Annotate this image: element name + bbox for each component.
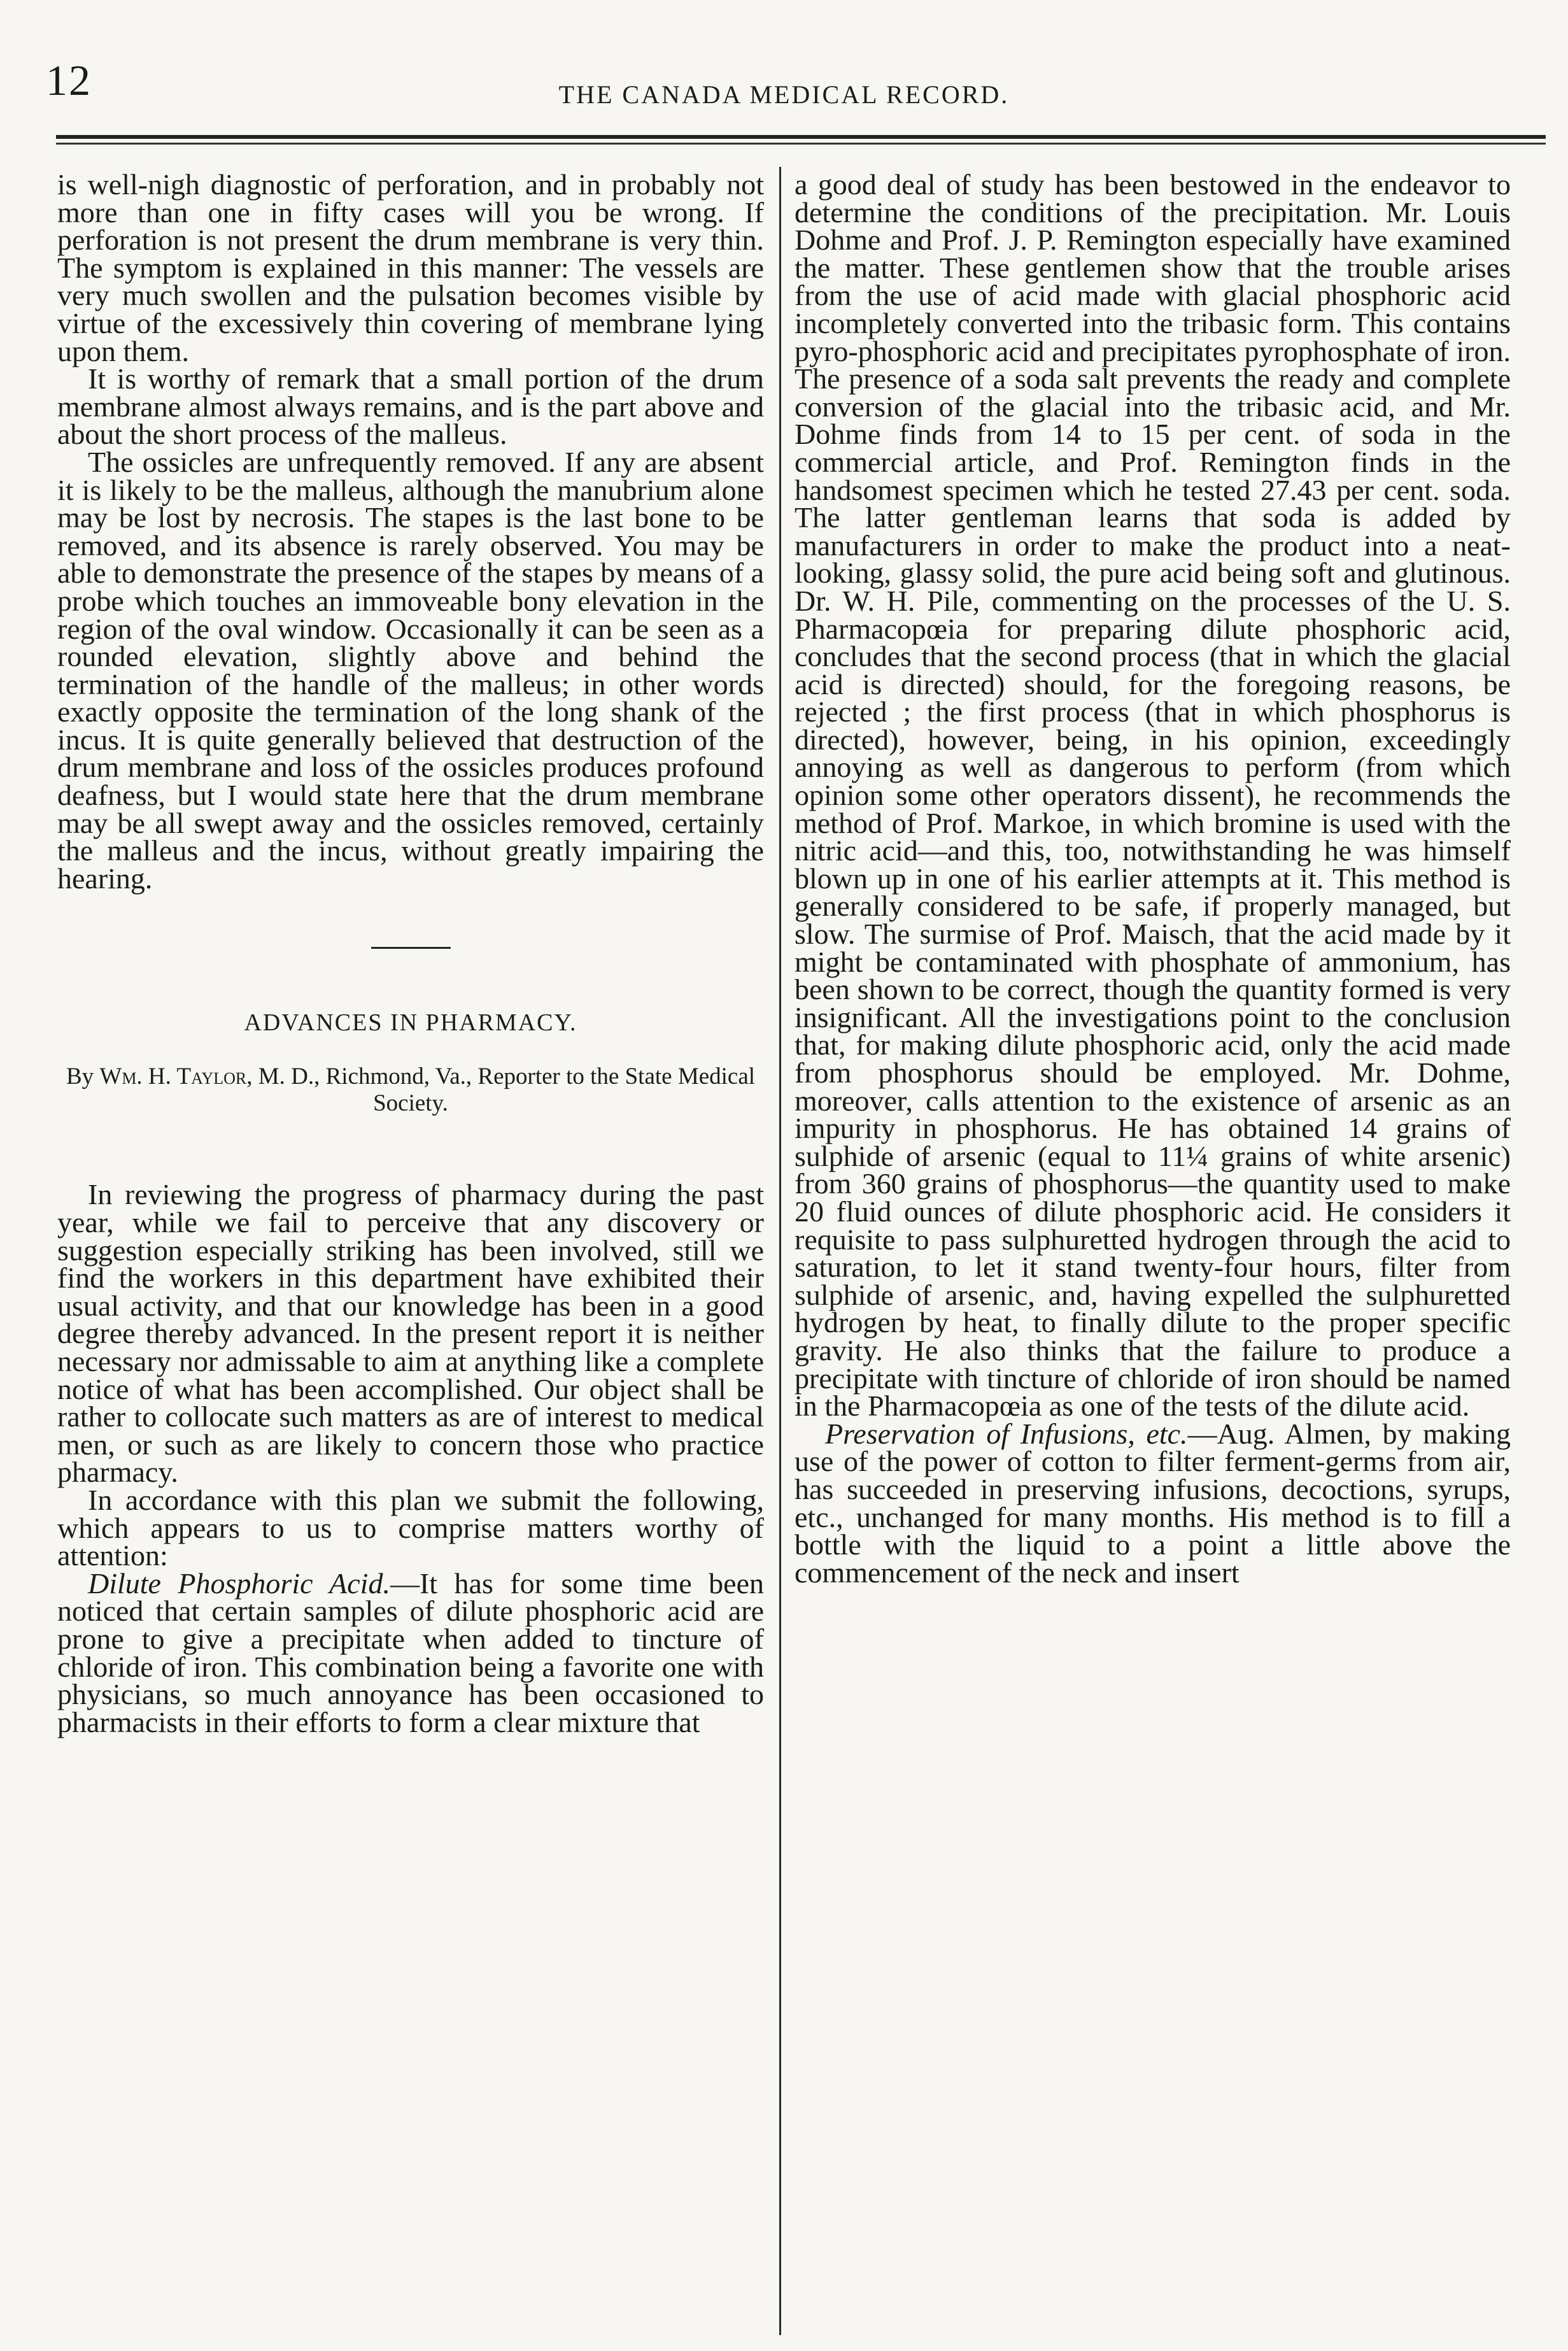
- paragraph-review-intro: In reviewing the progress of pharmacy during the past year, while we fail to perceive that any discovery or suggestion especially striking has been involved, still we find the workers in this department have exhibited their usual activity, and that our knowledge has been in a good degree thereby advanced. In the present report it is neither necessary nor admissable to aim at anything like a complete notice of what has been accomplished. Our object shall be rather to collocate such matters as are of interest to medical men, or such as are likely to concern those who practice pharmacy.: [57, 1178, 764, 1489]
- section-body-dilute-phosphoric-acid: —It has for some time been noticed that certain samples of dilute phosphoric acid are prone to give a precipitate when added to tincture of chloride of iron. This combination being a favorite one with physicians, so much annoyance has been occasioned to pharmacists in their efforts to form a clear mixture that: [57, 1566, 765, 1738]
- paragraph-plan: In accordance with this plan we submit the following, which appears to us to comprise matters worthy of attention:: [57, 1483, 764, 1572]
- article-separator: [371, 947, 451, 949]
- running-head: THE CANADA MEDICAL RECORD.: [558, 80, 1010, 109]
- paragraph-dilute-phosphoric-acid: [57, 1566, 765, 1738]
- right-column: [795, 168, 1511, 1589]
- byline-prefix: By: [66, 1063, 100, 1090]
- section-lead-preservation-of-infusions: Preservation of Infusions, etc.: [825, 1417, 1188, 1450]
- page-number: 12: [46, 56, 92, 104]
- section-body-preservation-of-infusions: —Aug. Almen, by making use of the power of cotton to filter ferment-germs from air, has succeeded in preserving infusions, decoctions, syrups, etc., unchanged for many months. His method is to fill a bottle with the liquid to a point a little above the commencement of the neck and insert: [795, 1417, 1511, 1589]
- paragraph-perforation: is well-nigh diagnostic of perforation, and in probably not more than one in fifty cases will you be wrong. If perforation is not present the drum membrane is very thin. The symptom is explained in this manner: The vessels are very much swollen and the pulsation becomes visible by virtue of the excessively thin covering of membrane lying upon them.: [57, 168, 764, 367]
- section-lead-dilute-phosphoric-acid: Dilute Phosphoric Acid.: [88, 1566, 390, 1600]
- paragraph-ossicles: The ossicles are unfrequently removed. If any are absent it is likely to be the malleus, although the manubrium alone may be lost by necrosis. The stapes is the last bone to be removed, and its absence is rarely observed. You may be able to demonstrate the presence of the stapes by means of a probe which touches an immoveable bony elevation in the region of the oval window. Occasionally it can be seen as a rounded elevation, slightly above and behind the termination of the handle of the malleus; in other words exactly opposite the termination of the long shank of the incus. It is quite generally believed that destruction of the drum membrane and loss of the ossicles produces profound deafness, but I would state here that the drum membrane may be all swept away and the ossicles removed, certainly the malleus and the incus, without greatly impairing the hearing.: [57, 445, 764, 895]
- header-rule-thick: [56, 135, 1546, 139]
- paragraph-preservation-of-infusions: [795, 1417, 1511, 1589]
- article-title: ADVANCES IN PHARMACY.: [244, 1009, 577, 1037]
- left-column: [57, 168, 765, 1738]
- byline-author: Wm. H. Taylor: [99, 1063, 247, 1090]
- paragraph-phosphoric-acid-continued: a good deal of study has been bestowed in the endeavor to determine the conditions of the precipitation. Mr. Louis Dohme and Prof. J. P. Remington especially have examined the matter. These gentlemen show that the trouble arises from the use of acid made with glacial phosphoric acid incompletely converted into the tribasic form. This contains pyro-phosphoric acid and precipitates pyrophosphate of iron. The presence of a soda salt prevents the ready and complete conversion of the glacial into the tribasic acid, and Mr. Dohme finds from 14 to 15 per cent. of soda in the commercial article, and Prof. Remington finds in the handsomest specimen which he tested 27.43 per cent. soda. The latter gentleman learns that soda is added by manufacturers in order to make the product into a neat-looking, glassy solid, the pure acid being soft and glutinous. Dr. W. H. Pile, commenting on the processes of the U. S. Pharmacopœia for preparing dilute phosphoric acid, concludes that the second process (that in which the glacial acid is directed) should, for the foregoing reasons, be rejected ; the first process (that in which phosphorus is directed), however, being, in his opinion, exceedingly annoying as well as dangerous to perform (from which opinion some other operators dissent), he recommends the method of Prof. Markoe, in which bromine is used with the nitric acid—and this, too, notwithstanding he was himself blown up in one of his earlier attempts at it. This method is generally considered to be safe, if properly managed, but slow. The surmise of Prof. Maisch, that the acid made by it might be contaminated with phosphate of ammonium, has been shown to be correct, though the quantity formed is very insignificant. All the investigations point to the conclusion that, for making dilute phosphoric acid, only the acid made from phosphorus should be employed. Mr. Dohme, moreover, calls attention to the existence of arsenic as an impurity in phosphorus. He has obtained 14 grains of sulphide of arsenic (equal to 11¼ grains of white arsenic) from 360 grains of phosphorus—the quantity used to make 20 fluid ounces of dilute phosphoric acid. He considers it requisite to pass sulphuretted hydrogen through the acid to saturation, to let it stand twenty-four hours, filter from sulphide of arsenic, and, having expelled the sulphuretted hydrogen by heat, to finally dilute to the proper specific gravity. He also thinks that the failure to produce a precipitate with tincture of chloride of iron should be named in the Pharmacopœia as one of the tests of the dilute acid.: [795, 168, 1511, 1423]
- paragraph-drum-membrane: It is worthy of remark that a small portion of the drum membrane almost always remains, and is the part above and about the short process of the malleus.: [57, 362, 764, 451]
- column-divider: [779, 167, 781, 2335]
- article-byline: [57, 1063, 764, 1117]
- header-rule-thin: [56, 143, 1546, 145]
- byline-rest: , M. D., Richmond, Va., Reporter to the State Medical Society.: [246, 1063, 756, 1117]
